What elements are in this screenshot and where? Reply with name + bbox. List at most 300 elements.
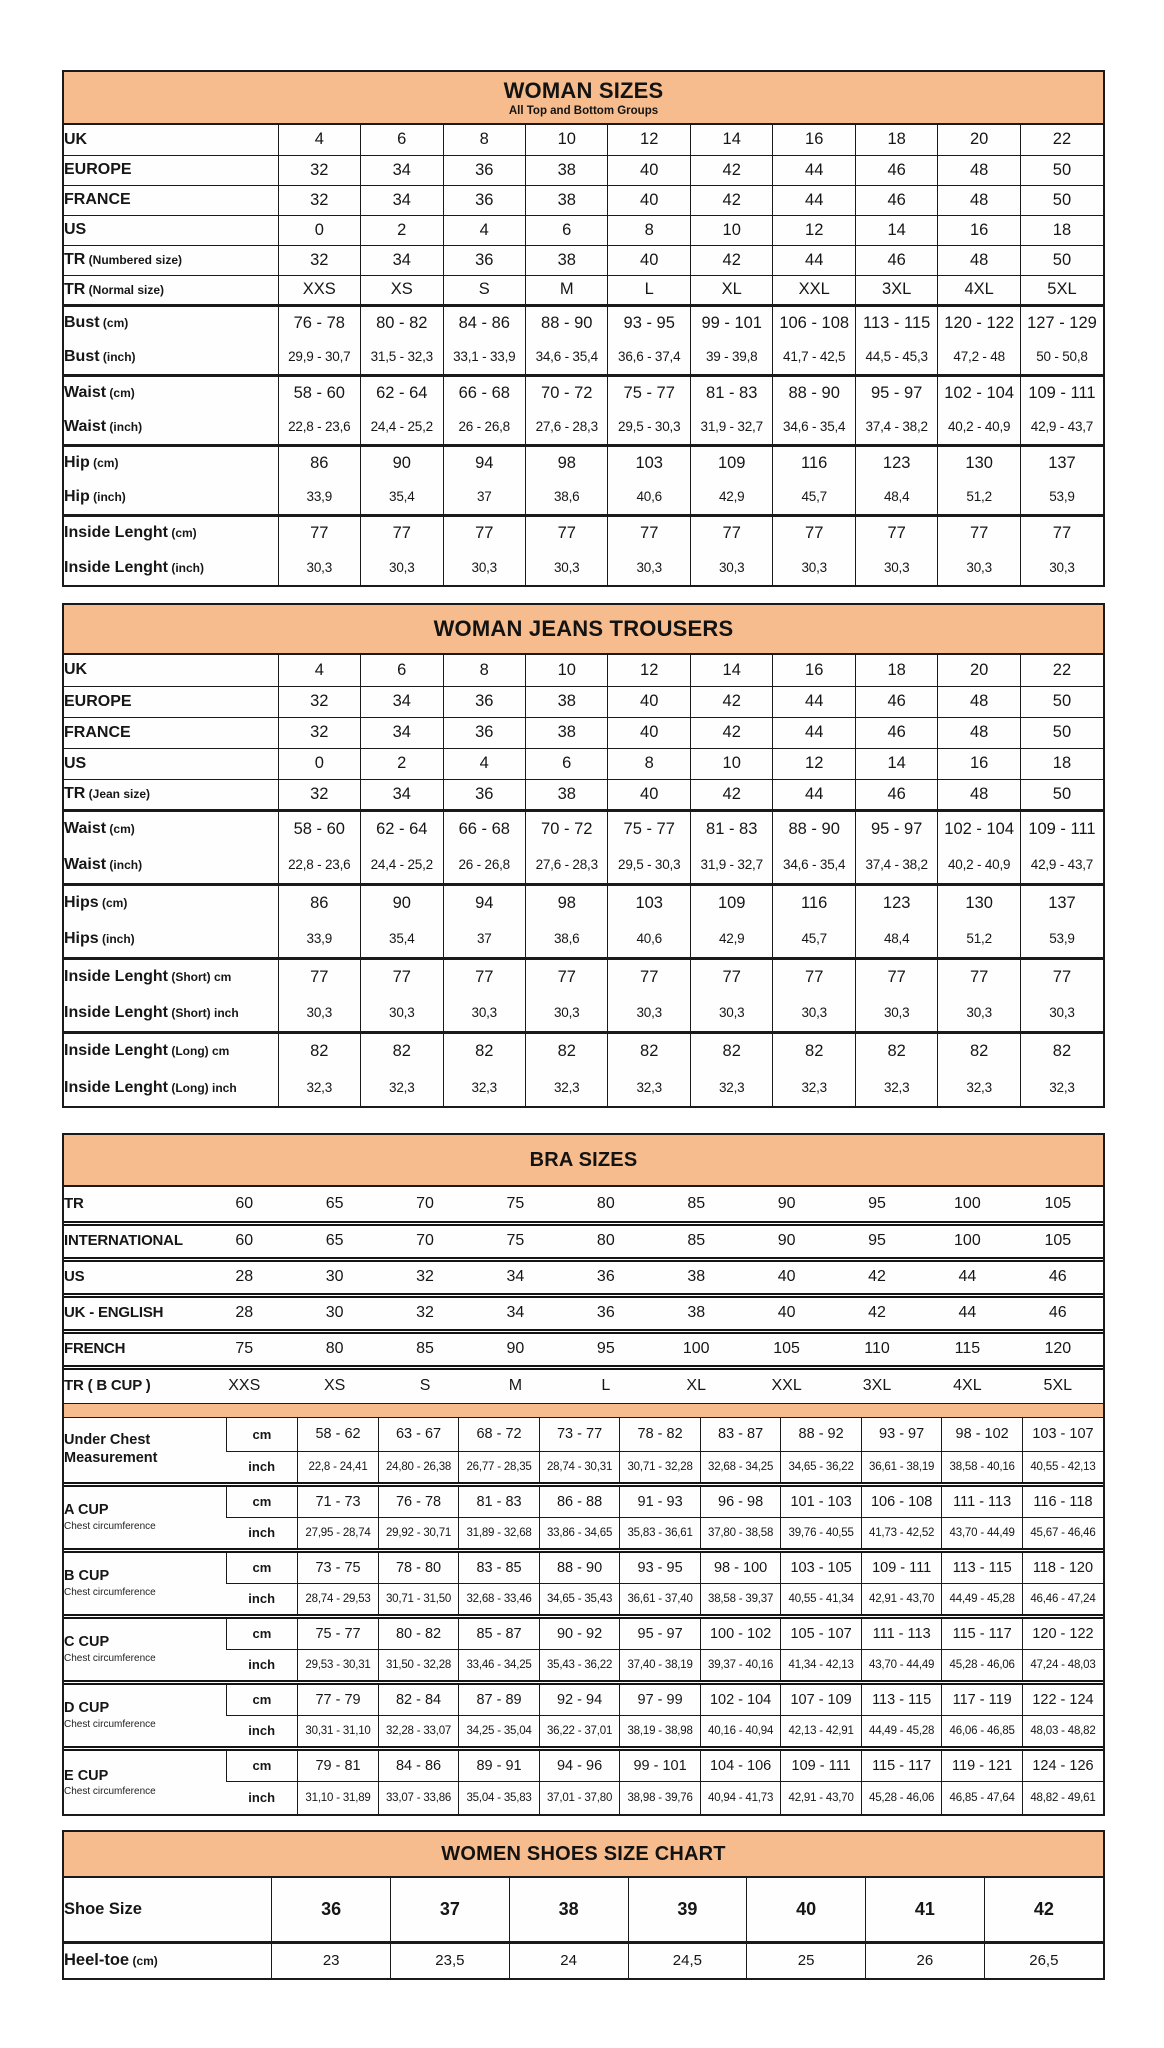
size-value: 36 xyxy=(443,717,525,748)
size-value: 38,6 xyxy=(526,480,608,515)
size-value: 4 xyxy=(443,748,525,779)
size-value: 82 xyxy=(690,1032,772,1069)
table-row xyxy=(64,1259,1103,1295)
size-value: 32,3 xyxy=(690,1069,772,1106)
size-value: 40 xyxy=(741,1295,831,1331)
size-value: 105 xyxy=(741,1331,831,1367)
size-value: 29,53 - 30,31 xyxy=(298,1649,379,1682)
size-value: XS xyxy=(289,1367,379,1403)
size-value: 71 - 73 xyxy=(298,1484,379,1517)
row-label: INTERNATIONAL xyxy=(64,1223,199,1259)
size-value: 76 - 78 xyxy=(378,1484,459,1517)
size-value: 77 xyxy=(773,958,855,995)
size-value: 37 xyxy=(443,480,525,515)
size-value: 34,6 - 35,4 xyxy=(773,847,855,884)
size-value: 35,43 - 36,22 xyxy=(539,1649,620,1682)
size-value: 77 xyxy=(938,515,1020,550)
size-value: 29,5 - 30,3 xyxy=(608,847,690,884)
size-value: 48 xyxy=(938,155,1020,185)
size-value: 34 xyxy=(470,1259,560,1295)
size-value: 14 xyxy=(855,215,937,245)
row-label: Waist (cm) xyxy=(64,375,278,410)
size-value: 18 xyxy=(1020,215,1103,245)
size-value: S xyxy=(380,1367,470,1403)
size-value: 75 - 77 xyxy=(298,1616,379,1649)
size-value: 26,77 - 28,35 xyxy=(459,1451,540,1484)
size-value: 2 xyxy=(361,215,443,245)
size-value: 80 - 82 xyxy=(361,305,443,340)
size-value: 50 - 50,8 xyxy=(1020,340,1103,375)
size-value: 25 xyxy=(747,1942,866,1978)
row-label: Hip (inch) xyxy=(64,487,126,505)
size-value: 77 xyxy=(608,515,690,550)
size-value: 39 xyxy=(628,1878,747,1942)
size-value: 44 xyxy=(773,717,855,748)
size-value: 40,16 - 40,94 xyxy=(700,1715,781,1748)
size-value: 81 - 83 xyxy=(690,375,772,410)
size-value: 93 - 95 xyxy=(620,1550,701,1583)
size-value: 75 xyxy=(199,1331,289,1367)
size-value: 107 - 109 xyxy=(781,1682,862,1715)
row-label: UK xyxy=(64,661,88,679)
size-value: 113 - 115 xyxy=(942,1550,1023,1583)
table-row xyxy=(64,779,1103,810)
row-label: Inside Lenght (Short) cm xyxy=(64,958,278,995)
size-value: 41,7 - 42,5 xyxy=(773,340,855,375)
table-row xyxy=(64,305,1103,340)
size-value: 35,4 xyxy=(361,921,443,958)
unit-label: inch xyxy=(226,1649,298,1682)
size-value: 85 - 87 xyxy=(459,1616,540,1649)
size-value: 34,25 - 35,04 xyxy=(459,1715,540,1748)
size-value: 30,3 xyxy=(278,550,360,585)
size-value: 109 - 111 xyxy=(781,1748,862,1781)
size-value: 31,50 - 32,28 xyxy=(378,1649,459,1682)
size-value: 30,3 xyxy=(443,995,525,1032)
size-value: 50 xyxy=(1020,155,1103,185)
size-value: 30,3 xyxy=(1020,550,1103,585)
row-label: UK - ENGLISH xyxy=(64,1295,199,1331)
size-value: 50 xyxy=(1020,717,1103,748)
size-value: L xyxy=(608,275,690,305)
size-value: 40,55 - 41,34 xyxy=(781,1583,862,1616)
size-value: 109 - 111 xyxy=(1020,810,1103,847)
cup-row-cm xyxy=(64,1550,1103,1583)
table-row xyxy=(64,275,1103,305)
size-value: 34 xyxy=(361,155,443,185)
size-value: 4 xyxy=(278,655,360,686)
size-value: 66 - 68 xyxy=(443,810,525,847)
size-value: 28 xyxy=(199,1259,289,1295)
size-value: 88 - 90 xyxy=(526,305,608,340)
size-value: 82 xyxy=(526,1032,608,1069)
size-value: 36 xyxy=(561,1295,651,1331)
unit-label: cm xyxy=(226,1484,298,1517)
size-value: 33,1 - 33,9 xyxy=(443,340,525,375)
size-value: 16 xyxy=(938,215,1020,245)
size-value: 36 xyxy=(443,185,525,215)
size-value: 38 xyxy=(526,245,608,275)
size-value: 137 xyxy=(1020,884,1103,921)
unit-label: inch xyxy=(226,1583,298,1616)
shoes-title: WOMEN SHOES SIZE CHART xyxy=(441,1842,726,1865)
size-value: 16 xyxy=(773,655,855,686)
size-value: 90 xyxy=(361,884,443,921)
size-value: 30,71 - 32,28 xyxy=(620,1451,701,1484)
size-value: 38,58 - 40,16 xyxy=(942,1451,1023,1484)
size-value: 38 xyxy=(509,1878,628,1942)
size-value: 116 - 118 xyxy=(1022,1484,1103,1517)
size-value: 43,70 - 44,49 xyxy=(942,1517,1023,1550)
size-value: 32 xyxy=(278,155,360,185)
size-value: 42,13 - 42,91 xyxy=(781,1715,862,1748)
row-label: TR (Normal size) xyxy=(64,275,278,305)
size-value: 70 xyxy=(416,1194,434,1212)
size-value: 103 xyxy=(608,884,690,921)
row-label: TR (Numbered size) xyxy=(64,245,278,275)
bra-sizes-section xyxy=(62,1133,1105,1816)
size-value: 137 xyxy=(1020,445,1103,480)
size-value: 77 xyxy=(773,515,855,550)
cup-row-cm xyxy=(64,1418,1103,1451)
row-label: FRENCH xyxy=(64,1331,199,1367)
size-value: 113 - 115 xyxy=(855,305,937,340)
size-value: 0 xyxy=(278,215,360,245)
size-value: 34 xyxy=(361,717,443,748)
size-value: 70 - 72 xyxy=(526,810,608,847)
size-value: 77 xyxy=(526,515,608,550)
size-value: 40 xyxy=(608,245,690,275)
table-row xyxy=(64,480,1103,515)
size-value: 46 xyxy=(855,185,937,215)
size-value: 33,9 xyxy=(278,480,360,515)
table-row xyxy=(64,1032,1103,1069)
size-value: 22,8 - 23,6 xyxy=(278,847,360,884)
woman-sizes-title: WOMAN SIZES xyxy=(503,78,664,103)
unit-label: cm xyxy=(226,1682,298,1715)
size-value: 77 xyxy=(690,515,772,550)
size-value: 30,3 xyxy=(608,995,690,1032)
row-label: Shoe Size xyxy=(64,1899,142,1918)
size-value: 8 xyxy=(443,125,525,155)
size-value: 31,9 - 32,7 xyxy=(690,847,772,884)
size-value: 36 xyxy=(443,155,525,185)
size-value: 30,71 - 31,50 xyxy=(378,1583,459,1616)
woman-jeans-header xyxy=(64,605,1103,655)
size-value: 82 xyxy=(1020,1032,1103,1069)
size-value: 16 xyxy=(773,125,855,155)
size-value: 31,5 - 32,3 xyxy=(361,340,443,375)
size-value: 48 xyxy=(938,779,1020,810)
size-value: 23,5 xyxy=(391,1942,510,1978)
size-value: 4XL xyxy=(922,1367,1012,1403)
size-value: 12 xyxy=(608,125,690,155)
size-value: 22 xyxy=(1020,125,1103,155)
size-value: 0 xyxy=(278,748,360,779)
size-value: 50 xyxy=(1020,185,1103,215)
size-value: 30,3 xyxy=(773,995,855,1032)
table-row xyxy=(64,410,1103,445)
unit-label: inch xyxy=(226,1451,298,1484)
size-value: 33,46 - 34,25 xyxy=(459,1649,540,1682)
size-value: 36 xyxy=(561,1259,651,1295)
bra-band-table xyxy=(64,1187,1103,1403)
size-value: 27,6 - 28,3 xyxy=(526,847,608,884)
size-value: 44,5 - 45,3 xyxy=(855,340,937,375)
shoes-header xyxy=(64,1832,1103,1878)
size-value: 40 xyxy=(608,686,690,717)
size-value: 37,4 - 38,2 xyxy=(855,847,937,884)
size-value: 86 xyxy=(278,884,360,921)
size-value: 77 xyxy=(361,515,443,550)
size-value: 51,2 xyxy=(938,480,1020,515)
size-value: 70 xyxy=(380,1223,470,1259)
row-label: Inside Lenght (inch) xyxy=(64,558,204,576)
size-value: 30,3 xyxy=(443,550,525,585)
size-value: 34,6 - 35,4 xyxy=(526,340,608,375)
size-value: 31,9 - 32,7 xyxy=(690,410,772,445)
size-value: 22,8 - 23,6 xyxy=(278,410,360,445)
size-value: 30,3 xyxy=(1020,995,1103,1032)
table-row xyxy=(64,995,1103,1032)
size-value: 124 - 126 xyxy=(1022,1748,1103,1781)
size-value: 34 xyxy=(361,686,443,717)
size-value: 98 - 102 xyxy=(942,1418,1023,1451)
size-value: 77 xyxy=(1020,515,1103,550)
size-value: 116 xyxy=(773,445,855,480)
size-value: 45,7 xyxy=(773,480,855,515)
size-value: XXL xyxy=(741,1367,831,1403)
size-value: 32,68 - 34,25 xyxy=(700,1451,781,1484)
size-value: 32,3 xyxy=(938,1069,1020,1106)
row-label: Inside Lenght (Long) cm xyxy=(64,1032,278,1069)
size-value: 3XL xyxy=(832,1367,922,1403)
size-value: 41 xyxy=(865,1878,984,1942)
size-value: 18 xyxy=(1020,748,1103,779)
size-value: 42 xyxy=(832,1295,922,1331)
size-value: 98 - 100 xyxy=(700,1550,781,1583)
size-value: 120 - 122 xyxy=(938,305,1020,340)
size-value: 44 xyxy=(773,779,855,810)
size-value: 31,10 - 31,89 xyxy=(298,1781,379,1814)
size-value: 38,6 xyxy=(526,921,608,958)
size-value: 32,3 xyxy=(608,1069,690,1106)
size-value: 40,2 - 40,9 xyxy=(938,847,1020,884)
size-value: 48 xyxy=(938,686,1020,717)
size-value: 32,3 xyxy=(443,1069,525,1106)
size-value: 42,91 - 43,70 xyxy=(861,1583,942,1616)
row-label: Inside Lenght (Short) inch xyxy=(64,1003,239,1021)
table-row xyxy=(64,1331,1103,1367)
size-value: 24,80 - 26,38 xyxy=(378,1451,459,1484)
row-label: Inside Lenght (Long) inch xyxy=(64,1078,237,1096)
size-value: 98 xyxy=(526,445,608,480)
row-label: Waist (inch) xyxy=(64,417,143,435)
size-value: 79 - 81 xyxy=(298,1748,379,1781)
size-value: 30,3 xyxy=(526,550,608,585)
size-value: 42,9 - 43,7 xyxy=(1020,410,1103,445)
size-value: 30,3 xyxy=(361,995,443,1032)
size-value: 115 - 117 xyxy=(861,1748,942,1781)
size-value: 32 xyxy=(278,717,360,748)
size-value: 36,6 - 37,4 xyxy=(608,340,690,375)
size-value: 103 - 105 xyxy=(781,1550,862,1583)
size-value: 38 xyxy=(526,686,608,717)
size-value: 34 xyxy=(361,185,443,215)
size-value: 94 xyxy=(443,445,525,480)
size-value: 48 xyxy=(938,717,1020,748)
size-value: 14 xyxy=(855,748,937,779)
size-value: 77 xyxy=(1020,958,1103,995)
size-value: 46 xyxy=(1013,1295,1103,1331)
unit-label: cm xyxy=(226,1616,298,1649)
size-value: 82 xyxy=(278,1032,360,1069)
size-value: 85 xyxy=(687,1194,706,1212)
size-value: 33,9 xyxy=(278,921,360,958)
size-value: 30,3 xyxy=(938,550,1020,585)
size-value: 46 xyxy=(855,245,937,275)
size-value: 80 xyxy=(289,1331,379,1367)
size-value: 75 xyxy=(470,1223,560,1259)
size-value: 81 - 83 xyxy=(690,810,772,847)
size-value: 109 xyxy=(690,445,772,480)
size-value: 87 - 89 xyxy=(459,1682,540,1715)
size-value: 106 - 108 xyxy=(773,305,855,340)
divider-strip xyxy=(64,1403,1103,1418)
size-value: 48 xyxy=(938,185,1020,215)
size-value: 48,82 - 49,61 xyxy=(1022,1781,1103,1814)
size-value: 82 - 84 xyxy=(378,1682,459,1715)
table-row xyxy=(64,1223,1103,1259)
table-row xyxy=(64,1942,1103,1978)
table-row xyxy=(64,748,1103,779)
size-value: 117 - 119 xyxy=(942,1682,1023,1715)
table-row xyxy=(64,655,1103,686)
size-value: 30 xyxy=(289,1295,379,1331)
size-value: 88 - 92 xyxy=(781,1418,862,1451)
size-value: 77 xyxy=(938,958,1020,995)
size-value: 38 xyxy=(526,155,608,185)
size-value: 24,4 - 25,2 xyxy=(361,410,443,445)
size-value: 47,24 - 48,03 xyxy=(1022,1649,1103,1682)
size-value: 45,28 - 46,06 xyxy=(861,1781,942,1814)
size-value: 77 xyxy=(278,515,360,550)
size-value: 8 xyxy=(443,655,525,686)
size-value: 42,9 - 43,7 xyxy=(1020,847,1103,884)
size-value: 77 xyxy=(361,958,443,995)
size-value: 84 - 86 xyxy=(443,305,525,340)
size-value: 20 xyxy=(938,655,1020,686)
size-value: 4 xyxy=(278,125,360,155)
size-value: 90 xyxy=(470,1331,560,1367)
size-value: 42,9 xyxy=(690,921,772,958)
size-value: 115 - 117 xyxy=(942,1616,1023,1649)
size-value: 10 xyxy=(690,748,772,779)
woman-sizes-header xyxy=(64,72,1103,125)
unit-label: inch xyxy=(226,1517,298,1550)
size-value: 60 xyxy=(199,1223,289,1259)
size-value: 22,8 - 24,41 xyxy=(298,1451,379,1484)
size-value: 99 - 101 xyxy=(690,305,772,340)
size-value: 40,94 - 41,73 xyxy=(700,1781,781,1814)
size-value: 45,7 xyxy=(773,921,855,958)
size-value: 77 xyxy=(608,958,690,995)
size-value: 102 - 104 xyxy=(938,375,1020,410)
size-value: 37,01 - 37,80 xyxy=(539,1781,620,1814)
row-label: TR ( B CUP ) xyxy=(64,1367,199,1403)
unit-label: inch xyxy=(226,1715,298,1748)
size-value: 38 xyxy=(651,1259,741,1295)
row-label: Hips (inch) xyxy=(64,929,135,947)
size-value: 44,49 - 45,28 xyxy=(942,1583,1023,1616)
size-value: 77 xyxy=(526,958,608,995)
size-value: 46,85 - 47,64 xyxy=(942,1781,1023,1814)
size-value: 76 - 78 xyxy=(278,305,360,340)
size-value: 6 xyxy=(526,215,608,245)
size-value: 80 xyxy=(596,1194,615,1212)
size-value: 30,3 xyxy=(361,550,443,585)
size-value: 77 - 79 xyxy=(298,1682,379,1715)
table-row xyxy=(64,717,1103,748)
size-value: 5XL xyxy=(1020,275,1103,305)
size-value: 44 xyxy=(773,245,855,275)
row-label: FRANCE xyxy=(64,717,278,748)
size-value: 4 xyxy=(443,215,525,245)
size-value: 37,4 - 38,2 xyxy=(855,410,937,445)
size-value: 28 xyxy=(199,1295,289,1331)
size-value: 90 xyxy=(777,1194,796,1212)
size-value: 26 - 26,8 xyxy=(443,410,525,445)
size-value: 65 xyxy=(325,1194,344,1212)
size-value: 102 - 104 xyxy=(700,1682,781,1715)
size-value: 34,65 - 35,43 xyxy=(539,1583,620,1616)
row-label: TR xyxy=(64,1194,84,1212)
cup-group-label: A CUP Chest circumference xyxy=(64,1484,226,1550)
size-value: 38 xyxy=(526,717,608,748)
size-value: 53,9 xyxy=(1020,480,1103,515)
size-value: 32,3 xyxy=(1020,1069,1103,1106)
size-value: 78 - 80 xyxy=(378,1550,459,1583)
size-value: 99 - 101 xyxy=(620,1748,701,1781)
size-value: 103 - 107 xyxy=(1022,1418,1103,1451)
size-value: 40 xyxy=(747,1878,866,1942)
row-label: US xyxy=(64,215,278,245)
row-label: UK xyxy=(64,130,88,148)
unit-label: cm xyxy=(226,1748,298,1781)
table-row xyxy=(64,515,1103,550)
size-value: 90 xyxy=(741,1223,831,1259)
size-value: 106 - 108 xyxy=(861,1484,942,1517)
size-value: 111 - 113 xyxy=(861,1616,942,1649)
table-row xyxy=(64,550,1103,585)
cup-group-label: E CUP Chest circumference xyxy=(64,1748,226,1814)
size-value: 82 xyxy=(608,1032,690,1069)
size-value: 26,5 xyxy=(984,1942,1103,1978)
size-value: 28,74 - 30,31 xyxy=(539,1451,620,1484)
size-value: 105 xyxy=(1013,1223,1103,1259)
size-value: 27,6 - 28,3 xyxy=(526,410,608,445)
size-value: 91 - 93 xyxy=(620,1484,701,1517)
size-value: 42 xyxy=(690,717,772,748)
size-value: 90 - 92 xyxy=(539,1616,620,1649)
row-label: US xyxy=(64,1259,199,1295)
size-value: 40,6 xyxy=(608,480,690,515)
size-value: 46,06 - 46,85 xyxy=(942,1715,1023,1748)
size-value: 115 xyxy=(922,1331,1012,1367)
row-label: Waist (inch) xyxy=(64,855,143,873)
size-value: 29,92 - 30,71 xyxy=(378,1517,459,1550)
size-value: 10 xyxy=(526,655,608,686)
